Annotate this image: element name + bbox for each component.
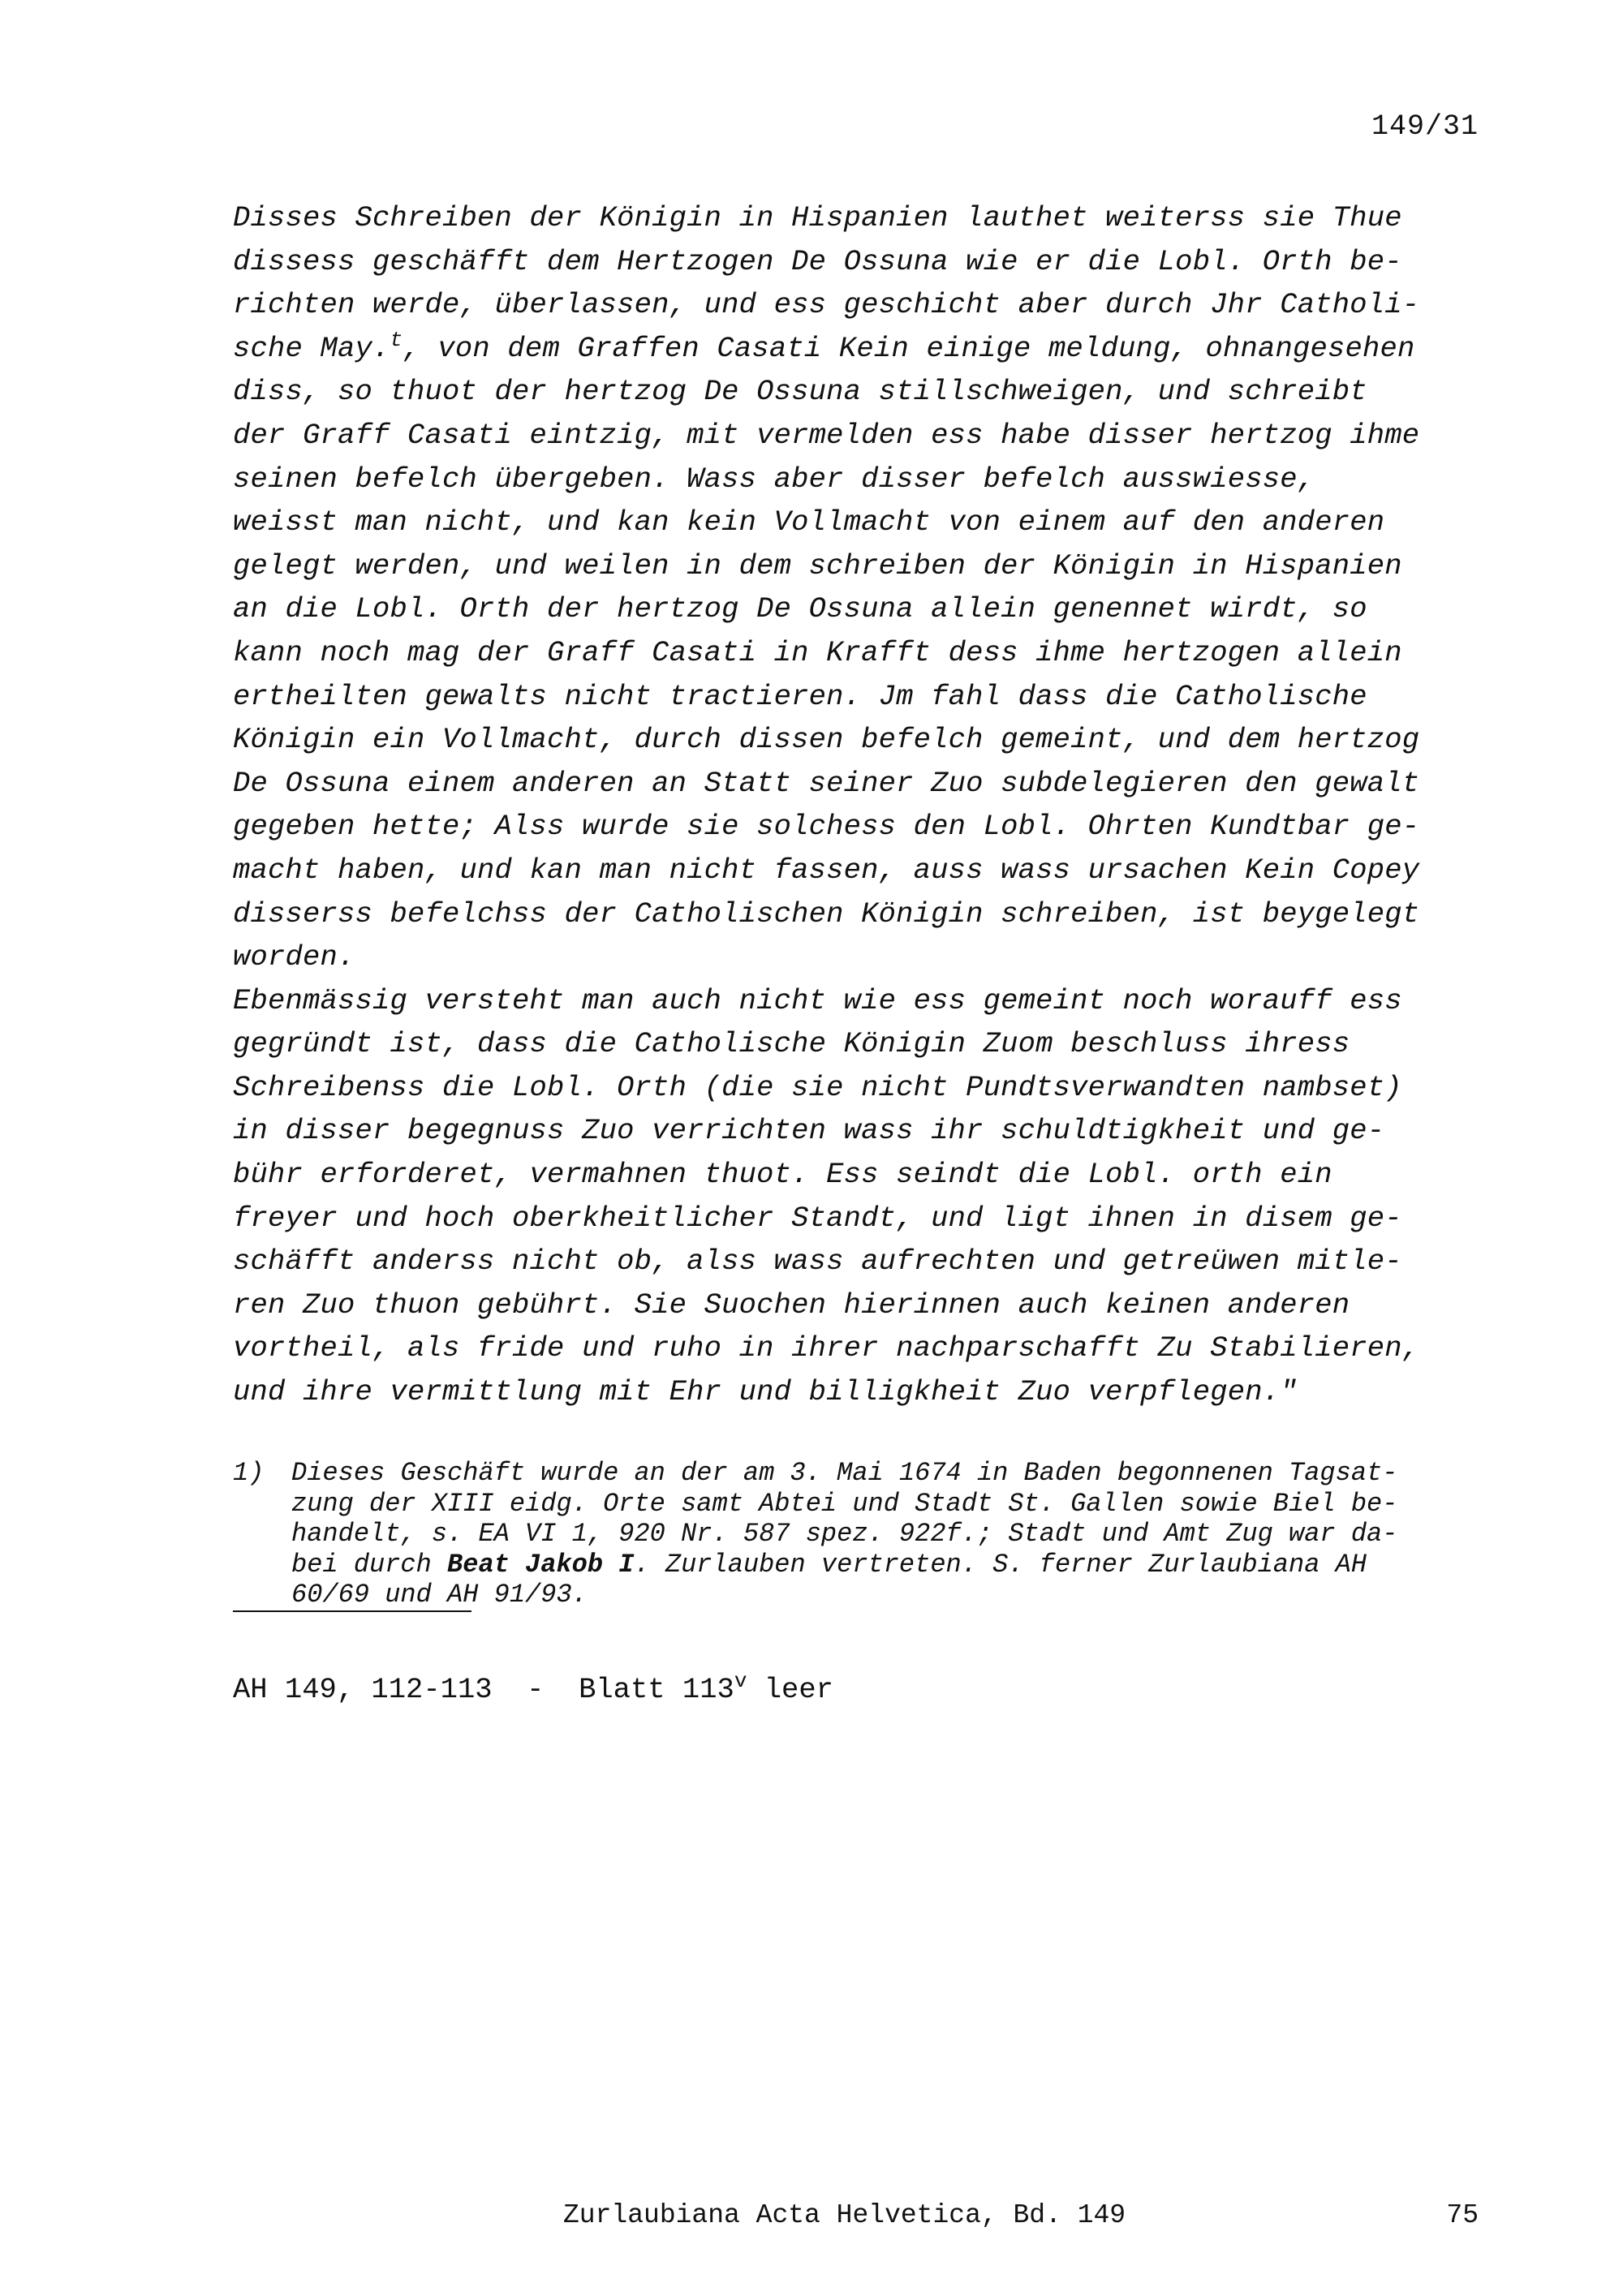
source-reference: [233, 1669, 833, 1706]
page-number-top: 149/31: [1371, 110, 1479, 143]
footnote-line: handelt, s. EA VI 1, 920 Nr. 587 spez. 922f.; Stadt und Amt Zug war da-: [291, 1519, 1398, 1550]
text-line: worden.: [233, 940, 355, 974]
text-segment: leer: [747, 1673, 833, 1706]
text-line: Disses Schreiben der Königin in Hispanien lauthet weiterss sie Thue: [233, 201, 1402, 234]
footnote: [233, 1458, 1466, 1610]
text-line: in disser begegnuss Zuo verrichten wass ihr schuldtigkheit und ge-: [233, 1114, 1385, 1148]
text-line: gegründt ist, dass die Catholische Königin Zuom beschluss ihress: [233, 1027, 1350, 1061]
text-line: seinen befelch übergeben. Wass aber disser befelch ausswiesse,: [233, 462, 1315, 496]
footnote-line: 60/69 und AH 91/93.: [291, 1580, 588, 1610]
text-line: diss, so thuot der hertzog De Ossuna stillschweigen, und schreibt: [233, 375, 1367, 409]
text-line: gegeben hette; Alss wurde sie solchess den Lobl. Ohrten Kundtbar ge-: [233, 810, 1420, 844]
text-line: [233, 327, 1466, 371]
text-line: richten werde, überlassen, und ess geschicht aber durch Jhr Catholi-: [233, 288, 1420, 322]
text-line: macht haben, und kan man nicht fassen, auss wass ursachen Kein Copey: [233, 853, 1420, 887]
text-line: weisst man nicht, und kan kein Vollmacht von einem auf den anderen: [233, 505, 1385, 540]
text-line: Schreibenss die Lobl. Orth (die sie nicht Pundtsverwandten nambset): [233, 1070, 1402, 1104]
footnote-line: [291, 1550, 1466, 1580]
footnote-line: Dieses Geschäft wurde an der am 3. Mai 1674 in Baden begonnenen Tagsat-: [291, 1458, 1398, 1488]
footer-page-number: 75: [1446, 2200, 1479, 2230]
text-line: bühr erforderet, vermahnen thuot. Ess seindt die Lobl. orth ein: [233, 1158, 1332, 1192]
footnote-line: zung der XIII eidg. Orte samt Abtei und Stadt St. Gallen sowie Biel be-: [291, 1488, 1398, 1519]
letter-text: [233, 196, 1466, 1414]
text-line: schäfft anderss nicht ob, alss wass aufrechten und getreüwen mitle-: [233, 1245, 1402, 1279]
text-line: dissess geschäfft dem Hertzogen De Ossuna wie er die Lobl. Orth be-: [233, 244, 1402, 278]
separator-rule: [233, 1610, 471, 1612]
footer-title: Zurlaubiana Acta Helvetica, Bd. 149: [563, 2200, 1126, 2230]
text-segment: , von dem Graffen Casati Kein einige meldung, ohnangesehen: [403, 331, 1415, 365]
text-segment: sche May.: [233, 331, 390, 365]
text-line: gelegt werden, und weilen in dem schreiben der Königin in Hispanien: [233, 548, 1402, 583]
text-line: kann noch mag der Graff Casati in Krafft dess ihme hertzogen allein: [233, 635, 1402, 669]
text-line: und ihre vermittlung mit Ehr und billigkheit Zuo verpflegen.": [233, 1375, 1298, 1409]
footnote-body: [291, 1458, 1466, 1610]
text-segment: bei durch: [291, 1549, 448, 1580]
text-line: Ebenmässig versteht man auch nicht wie ess gemeint noch worauff ess: [233, 983, 1402, 1017]
text-segment: AH 149, 112-113 - Blatt 113: [233, 1673, 734, 1706]
text-line: vortheil, als fride und ruho in ihrer nachparschafft Zu Stabilieren,: [233, 1331, 1420, 1365]
text-segment: . Zurlauben vertreten. S. ferner Zurlaubiana AH: [634, 1549, 1367, 1580]
person-name: Beat Jakob I: [447, 1549, 635, 1580]
text-line: Königin ein Vollmacht, durch dissen befelch gemeint, und dem hertzog: [233, 723, 1420, 757]
text-line: disserss befelchss der Catholischen Königin schreiben, ist beygelegt: [233, 896, 1420, 931]
text-line: der Graff Casati eintzig, mit vermelden ess habe disser hertzog ihme: [233, 418, 1420, 452]
text-line: freyer und hoch oberkheitlicher Standt, und ligt ihnen in disem ge-: [233, 1201, 1402, 1235]
text-line: ren Zuo thuon gebührt. Sie Suochen hierinnen auch keinen anderen: [233, 1288, 1350, 1322]
superscript: t: [390, 327, 403, 352]
text-line: an die Lobl. Orth der hertzog De Ossuna allein genennet wirdt, so: [233, 592, 1367, 626]
superscript: v: [734, 1669, 747, 1694]
footnote-marker: 1): [233, 1458, 265, 1488]
text-line: De Ossuna einem anderen an Statt seiner Zuo subdelegieren den gewalt: [233, 766, 1420, 800]
text-line: ertheilten gewalts nicht tractieren. Jm fahl dass die Catholische: [233, 679, 1367, 713]
